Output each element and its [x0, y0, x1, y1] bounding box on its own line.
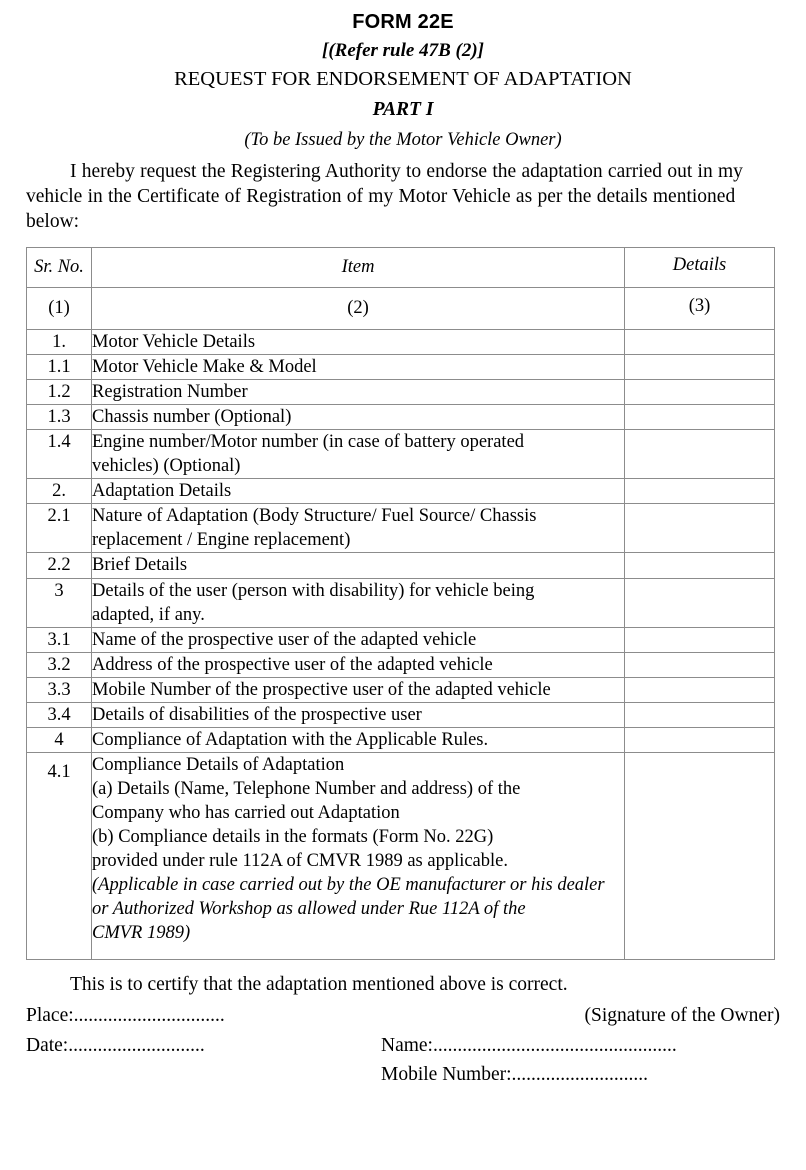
form-title: FORM 22E [352, 11, 454, 33]
item-line: Registration Number [92, 382, 248, 403]
row-details-value[interactable] [625, 553, 775, 578]
place-field[interactable]: Place:............................... [26, 1004, 225, 1026]
row-details-value[interactable] [625, 405, 775, 430]
item-line: Brief Details [92, 555, 188, 576]
certify-text: This is to certify that the adaptation mentioned above is correct. [70, 974, 568, 996]
row-serial-number: 4.1 [27, 752, 92, 959]
rule-reference: [(Refer rule 47B (2)] [322, 40, 484, 61]
row-serial-number: 1.4 [27, 430, 92, 479]
item-line: Details of the user (person with disability) for vehicle being [92, 580, 535, 601]
item-line: adapted, if any. [92, 604, 205, 625]
item-line: Motor Vehicle Make & Model [92, 357, 317, 378]
column-header-details: Details [625, 247, 775, 287]
row-details-value[interactable] [625, 702, 775, 727]
row-serial-number: 3.1 [27, 627, 92, 652]
row-item-description [92, 430, 625, 479]
mobile-number-field[interactable]: Mobile Number:............................ [381, 1064, 649, 1086]
date-name-row [26, 1028, 780, 1058]
item-line: vehicles) (Optional) [92, 456, 241, 477]
item-line: (Applicable in case carried out by the OE manufacturer or his dealer [92, 875, 605, 896]
item-line: Details of disabilities of the prospective user [92, 704, 422, 725]
row-serial-number: 1. [27, 330, 92, 355]
row-details-value[interactable] [625, 627, 775, 652]
row-item-description [92, 553, 625, 578]
item-line: Mobile Number of the prospective user of the adapted vehicle [92, 679, 551, 700]
row-item-description [92, 330, 625, 355]
item-line: replacement / Engine replacement) [92, 530, 351, 551]
row-details-value[interactable] [625, 677, 775, 702]
row-serial-number: 2.2 [27, 553, 92, 578]
table-row [27, 405, 775, 430]
row-serial-number: 4 [27, 727, 92, 752]
table-row [27, 702, 775, 727]
row-serial-number: 3.3 [27, 677, 92, 702]
row-item-description [92, 677, 625, 702]
name-field[interactable]: Name:.................................................. [381, 1034, 677, 1056]
item-line: (b) Compliance details in the formats (Form No. 22G) [92, 826, 494, 847]
item-line: Compliance of Adaptation with the Applicable Rules. [92, 729, 489, 750]
date-field[interactable]: Date:............................ [26, 1034, 205, 1056]
row-details-value[interactable] [625, 479, 775, 504]
row-details-value[interactable] [625, 727, 775, 752]
row-serial-number: 3.2 [27, 652, 92, 677]
table-row [27, 553, 775, 578]
row-serial-number: 1.2 [27, 380, 92, 405]
table-row [27, 677, 775, 702]
table-row [27, 652, 775, 677]
row-item-description [92, 405, 625, 430]
row-item-description [92, 578, 625, 627]
table-row [27, 578, 775, 627]
row-item-description [92, 727, 625, 752]
table-row [27, 330, 775, 355]
table-row [27, 355, 775, 380]
table-header-row [27, 247, 775, 287]
row-item-description [92, 752, 625, 959]
mobile-number-row [26, 1058, 780, 1087]
row-details-value[interactable] [625, 504, 775, 553]
row-serial-number: 3 [27, 578, 92, 627]
row-item-description [92, 479, 625, 504]
table-row [27, 727, 775, 752]
row-details-value[interactable] [625, 330, 775, 355]
row-item-description [92, 380, 625, 405]
row-details-value[interactable] [625, 752, 775, 959]
issued-by-subtitle: (To be Issued by the Motor Vehicle Owner) [244, 129, 562, 150]
table-row [27, 380, 775, 405]
row-serial-number: 1.1 [27, 355, 92, 380]
item-line: Chassis number (Optional) [92, 407, 292, 428]
table-row [27, 479, 775, 504]
row-serial-number: 3.4 [27, 702, 92, 727]
place-signature-row [26, 998, 780, 1028]
item-line: or Authorized Workshop as allowed under Rue 112A of the [92, 899, 526, 920]
column-number-3: (3) [625, 288, 775, 330]
signature-label: (Signature of the Owner) [584, 1004, 780, 1026]
item-line: Engine number/Motor number (in case of battery operated [92, 432, 525, 453]
row-details-value[interactable] [625, 380, 775, 405]
row-item-description [92, 702, 625, 727]
row-item-description [92, 504, 625, 553]
row-details-value[interactable] [625, 578, 775, 627]
item-line: Name of the prospective user of the adapted vehicle [92, 629, 477, 650]
table-row [27, 504, 775, 553]
adaptation-details-table [26, 247, 775, 960]
table-row [27, 627, 775, 652]
table-body [27, 247, 775, 959]
row-item-description [92, 652, 625, 677]
column-header-item: Item [92, 247, 625, 287]
item-line: Company who has carried out Adaptation [92, 802, 400, 823]
item-line: Compliance Details of Adaptation [92, 754, 345, 775]
row-details-value[interactable] [625, 355, 775, 380]
item-line: CMVR 1989) [92, 923, 191, 944]
row-item-description [92, 355, 625, 380]
request-title: REQUEST FOR ENDORSEMENT OF ADAPTATION [174, 67, 632, 90]
item-line: (a) Details (Name, Telephone Number and address) of the [92, 778, 521, 799]
row-details-value[interactable] [625, 652, 775, 677]
row-serial-number: 2.1 [27, 504, 92, 553]
mobile-row-spacer [26, 1062, 381, 1087]
part-title: PART I [372, 99, 434, 121]
item-line: Motor Vehicle Details [92, 332, 256, 353]
item-line: Adaptation Details [92, 481, 232, 502]
column-header-sr-no: Sr. No. [27, 247, 92, 287]
table-column-number-row [27, 288, 775, 330]
column-number-1: (1) [27, 288, 92, 330]
table-row [27, 430, 775, 479]
item-line: Address of the prospective user of the adapted vehicle [92, 654, 493, 675]
intro-paragraph: I hereby request the Registering Authority to endorse the adaptation carried out in my vehicle in the Certificate of Registration of my Motor Vehicle as per the details mentioned below: [26, 161, 743, 232]
row-serial-number: 1.3 [27, 405, 92, 430]
item-line: provided under rule 112A of CMVR 1989 as applicable. [92, 851, 508, 872]
row-details-value[interactable] [625, 430, 775, 479]
row-item-description [92, 627, 625, 652]
row-serial-number: 2. [27, 479, 92, 504]
column-number-2: (2) [92, 288, 625, 330]
item-line: Nature of Adaptation (Body Structure/ Fuel Source/ Chassis [92, 506, 537, 527]
table-row [27, 752, 775, 959]
